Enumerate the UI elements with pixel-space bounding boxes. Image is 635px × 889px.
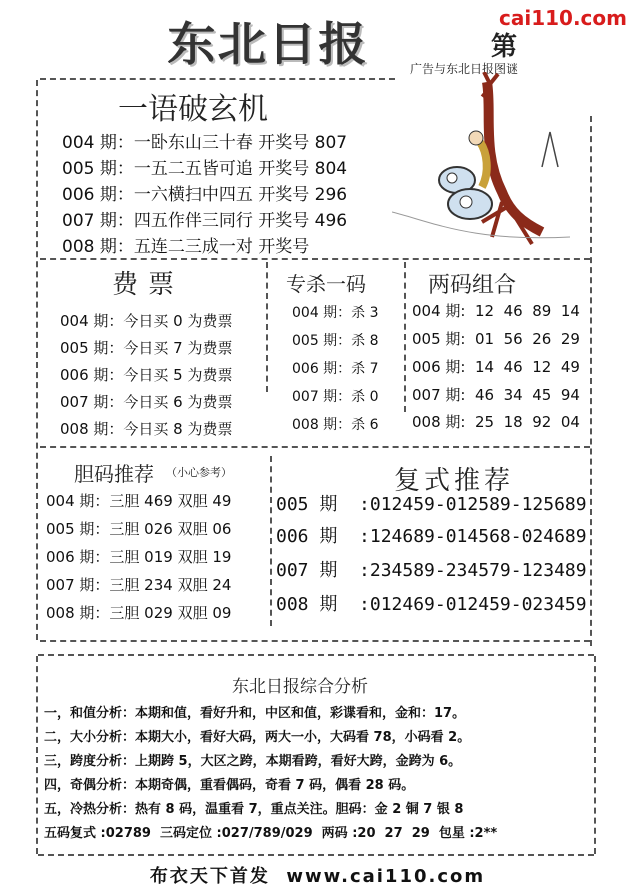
divider-vertical-1	[266, 262, 268, 392]
zhuansha-row: 004 期：杀 3	[292, 305, 379, 321]
frame-right-border	[590, 116, 592, 646]
danma-note: （小心参考）	[166, 466, 232, 479]
danma-row: 008 期：三胆 029 双胆 09	[46, 604, 232, 622]
feipiao-row: 007 期：今日买 6 为费票	[60, 393, 233, 411]
zhuansha-title: 专杀一码	[286, 272, 366, 296]
liangma-row: 004 期: 12 46 89 14	[412, 302, 580, 320]
zhuansha-row: 006 期：杀 7	[292, 361, 379, 377]
analysis-row: 一，和值分析：本期和值，看好升和，中区和值，彩谍看和，金和：17。	[44, 706, 466, 721]
site-watermark: cai110.com	[499, 6, 627, 30]
header-subtitle: 广告与东北日报图谜	[410, 62, 519, 76]
liangma-title: 两码组合	[428, 273, 517, 298]
liangma-row: 006 期: 14 46 12 49	[412, 358, 580, 376]
liangma-row: 005 期: 01 56 26 29	[412, 330, 580, 348]
analysis-frame-bottom	[38, 854, 594, 856]
frame-top-border	[40, 78, 395, 80]
zhuansha-row: 008 期：杀 6	[292, 417, 379, 433]
fushi-row: 005 期 :012459-012589-125689	[276, 494, 587, 515]
liangma-row: 007 期: 46 34 45 94	[412, 386, 580, 404]
danma-row: 005 期：三胆 026 双胆 06	[46, 520, 232, 538]
yiyu-row: 008 期：五连二三成一对 开奖号	[62, 237, 310, 257]
analysis-row: 三，跨度分析：上期跨 5，大区之跨，本期看跨，看好大跨，金跨为 6。	[44, 754, 462, 769]
analysis-title: 东北日报综合分析	[232, 677, 368, 697]
zhuansha-row: 005 期：杀 8	[292, 333, 379, 349]
zhuansha-row: 007 期：杀 0	[292, 389, 379, 405]
footer-credit: 布衣天下首发 www.cai110.com	[149, 866, 486, 887]
feipiao-title: 费票	[112, 270, 185, 300]
feipiao-row: 005 期：今日买 7 为费票	[60, 339, 233, 357]
divider-vertical-2	[404, 262, 406, 412]
fushi-title: 复式推荐	[394, 466, 515, 496]
frame-left-border	[36, 80, 38, 640]
feipiao-row: 004 期：今日买 0 为费票	[60, 312, 233, 330]
divider-vertical-3	[270, 456, 272, 626]
fushi-row: 006 期 :124689-014568-024689	[276, 526, 587, 547]
divider-lower	[40, 640, 590, 642]
analysis-row: 五，冷热分析：热有 8 码，温重看 7，重点关注。胆码：金 2 铜 7 银 8	[44, 802, 464, 817]
danma-row: 004 期：三胆 469 双胆 49	[46, 492, 232, 510]
yiyu-row: 004 期：一卧东山三十春 开奖号 807	[62, 133, 348, 153]
analysis-row: 二，大小分析：本期大小，看好大码，两大一小，大码看 78，小码看 2。	[44, 730, 471, 745]
yiyu-row: 006 期：一六横扫中四五 开奖号 296	[62, 185, 348, 205]
analysis-frame-top	[38, 654, 594, 656]
newspaper-title: 东北日报	[167, 17, 369, 71]
yiyu-row: 007 期：四五作伴三同行 开奖号 496	[62, 211, 348, 231]
yiyu-title: 一语破玄机	[118, 92, 268, 127]
liangma-row: 008 期: 25 18 92 04	[412, 413, 580, 431]
feipiao-row: 006 期：今日买 5 为费票	[60, 366, 233, 384]
analysis-row: 四，奇偶分析：本期奇偶，重看偶码，奇看 7 码，偶看 28 码。	[44, 778, 415, 793]
fushi-row: 007 期 :234589-234579-123489	[276, 560, 587, 581]
danma-row: 006 期：三胆 019 双胆 19	[46, 548, 232, 566]
danma-row: 007 期：三胆 234 双胆 24	[46, 576, 232, 594]
issue-mark: 第	[491, 32, 518, 62]
yiyu-row: 005 期：一五二五皆可追 开奖号 804	[62, 159, 348, 179]
analysis-frame-right	[594, 656, 596, 854]
cartoon-illustration	[392, 72, 572, 250]
divider-middle	[40, 446, 590, 448]
analysis-frame-left	[36, 656, 38, 854]
analysis-row: 五码复式 :02789 三码定位 :027/789/029 两码 :20 27 29 包星 :2**	[44, 826, 498, 841]
divider-upper	[40, 258, 590, 260]
feipiao-row: 008 期：今日买 8 为费票	[60, 420, 233, 438]
danma-title: 胆码推荐	[74, 462, 154, 486]
fushi-row: 008 期 :012469-012459-023459	[276, 594, 587, 615]
